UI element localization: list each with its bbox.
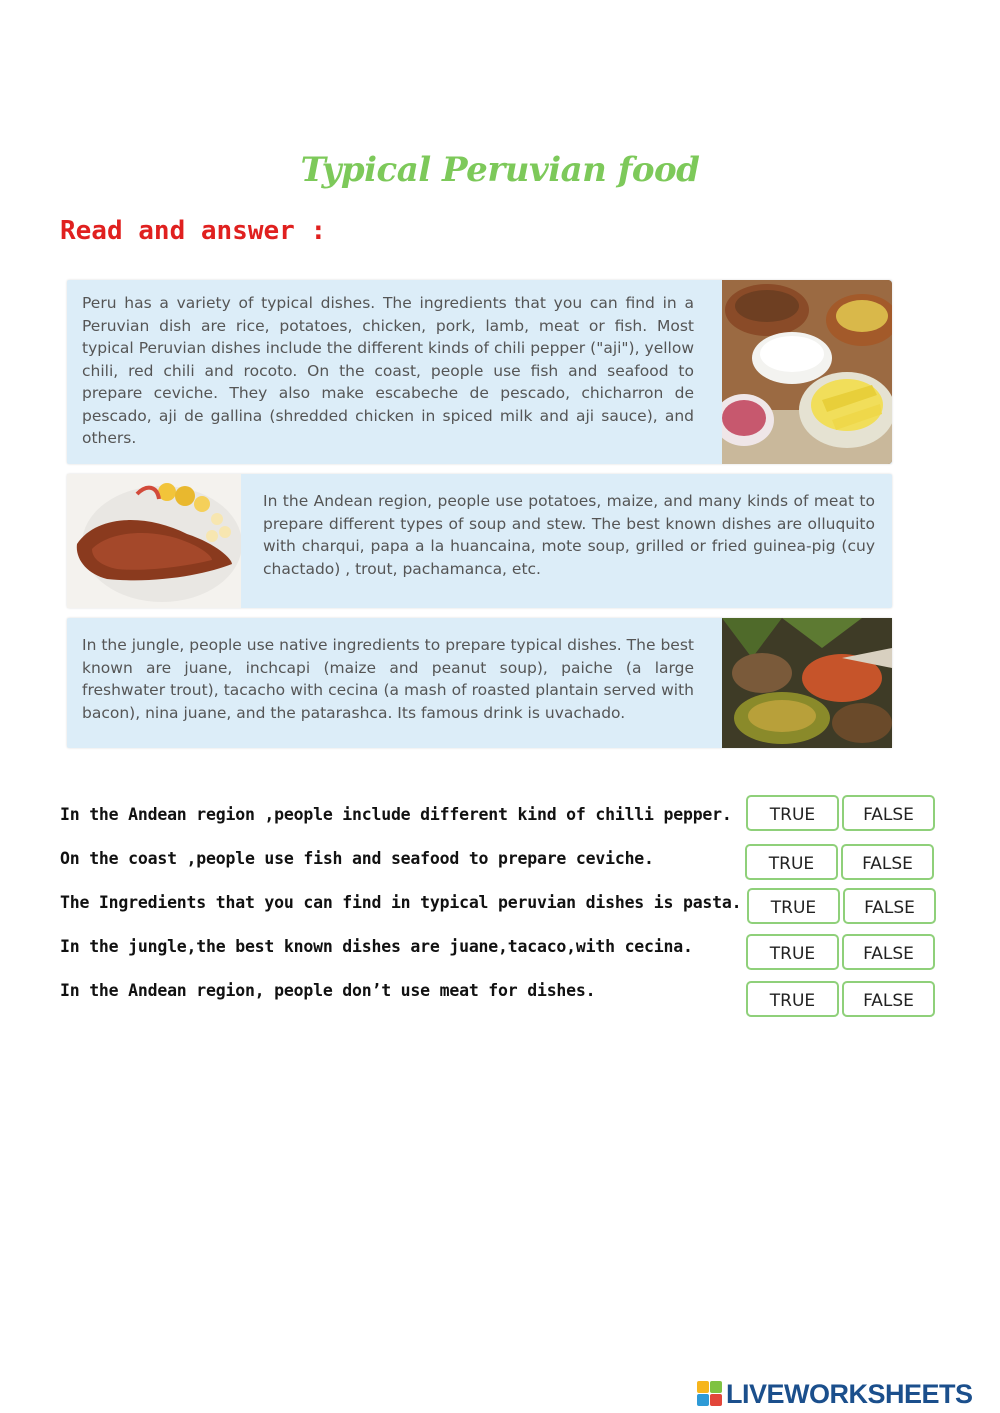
false-button-3[interactable]: FALSE (843, 888, 936, 924)
reading-panel-coast (67, 280, 892, 464)
true-button-4[interactable]: TRUE (746, 934, 839, 970)
question-4: In the jungle,the best known dishes are juane,tacaco,with cecina. (60, 937, 693, 956)
question-5: In the Andean region, people don’t use meat for dishes. (60, 981, 596, 1000)
true-button-2[interactable]: TRUE (745, 844, 838, 880)
reading-text-coast: Peru has a variety of typical dishes. The ingredients that you can find in a Peruvian dish are rice, potatoes, chicken, pork, lamb, meat or fish. Most typical Peruvian dishes include the different kinds of chili pepper ("aji"), yellow chili, red chili and rocoto. On the coast, people use fish and seafood to prepare ceviche. They also make escabeche de pescado, chicharron de pescado, aji de gallina (shredded chicken in spiced milk and aji sauce), and others. (82, 294, 694, 447)
false-button-5[interactable]: FALSE (842, 981, 935, 1017)
reading-panel-jungle (67, 618, 892, 748)
true-button-5[interactable]: TRUE (746, 981, 839, 1017)
question-1: In the Andean region ,people include different kind of chilli pepper. (60, 805, 732, 824)
true-button-3[interactable]: TRUE (747, 888, 840, 924)
false-button-2[interactable]: FALSE (841, 844, 934, 880)
false-button-1[interactable]: FALSE (842, 795, 935, 831)
logo-wordmark: LIVEWORKSHEETS (726, 1378, 973, 1409)
question-3: The Ingredients that you can find in typical peruvian dishes is pasta. (60, 893, 742, 912)
true-button-1[interactable]: TRUE (746, 795, 839, 831)
question-2: On the coast ,people use fish and seafood to prepare ceviche. (60, 849, 654, 868)
liveworksheets-logo-icon (697, 1381, 723, 1407)
false-button-4[interactable]: FALSE (842, 934, 935, 970)
coast-food-photo (722, 280, 892, 464)
jungle-food-photo (722, 618, 892, 748)
reading-text-andean: In the Andean region, people use potatoes, maize, and many kinds of meat to prepare different types of soup and stew. The best known dishes are olluquito with charqui, papa a la huancaina, mote soup, grilled or fried guinea-pig (cuy chactado) , trout, pachamanca, etc. (263, 492, 875, 578)
reading-panel-andean (67, 474, 892, 608)
liveworksheets-logo (697, 1377, 973, 1411)
reading-text-jungle: In the jungle, people use native ingredients to prepare typical dishes. The best known are juane, inchcapi (maize and peanut soup), paiche (a large freshwater trout), tacacho with cecina (a mash of roasted plantain served with bacon), nina juane, and the patarashca. Its famous drink is uvachado. (82, 636, 694, 722)
instruction-heading: Read and answer : (60, 216, 327, 246)
andean-food-photo (67, 474, 241, 608)
worksheet-title: Typical Peruvian food (300, 150, 700, 190)
